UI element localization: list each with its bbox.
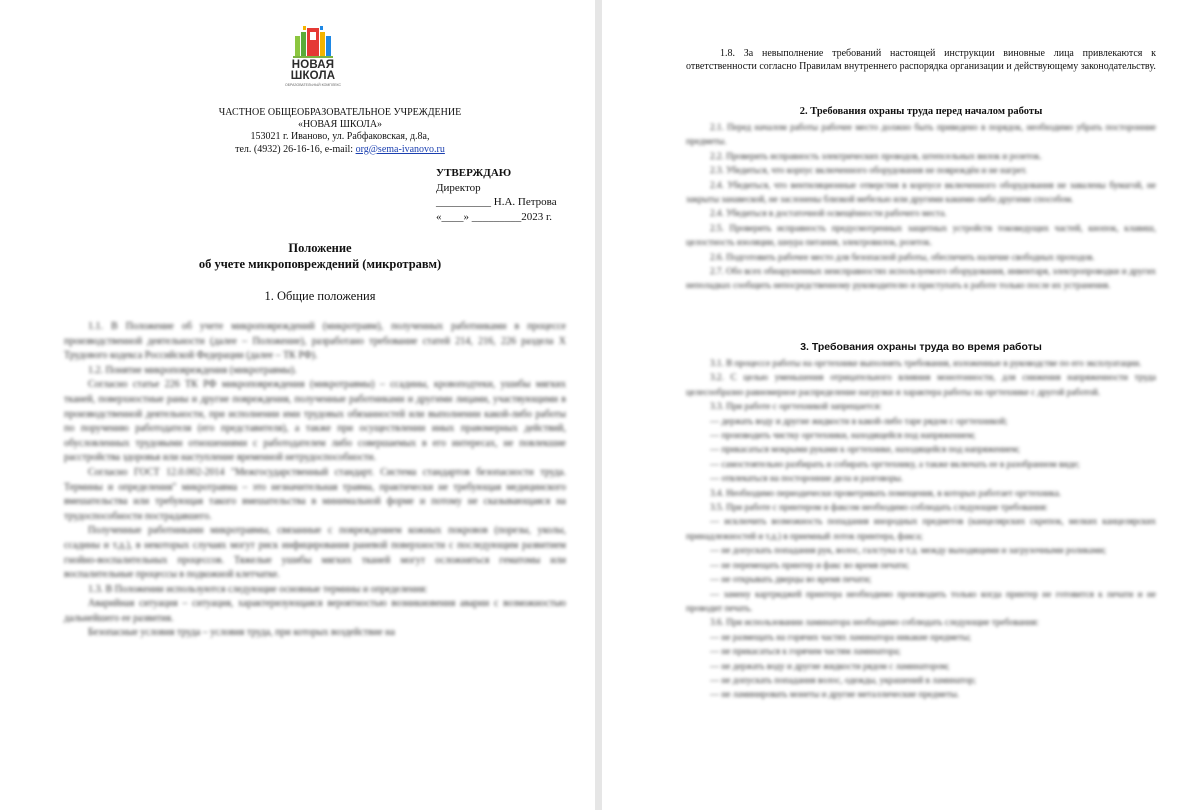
- body-paragraph: Безопасные условия труда – условия труда, при которых воздействие на: [88, 627, 395, 639]
- list-item: — прикасаться мокрыми руками к оргтехнике, находящейся под напряжением;: [710, 444, 1020, 455]
- list-item: 2.2. Проверить исправность электрических проводов, штепсельных вилок и розеток.: [710, 150, 1042, 161]
- document-page-left: [0, 0, 595, 810]
- body-paragraph: Аварийная ситуация – ситуация, характеризующаяся вероятностью возникновения аварии с возможностью дальнейшего ее развития.: [64, 598, 566, 624]
- list-item: — исключить возможность попадания инородных предметов (канцелярских скрепок, мелких канцелярских принадлежностей и т.д.) в приемный лоток принтера, факса;: [686, 516, 1156, 541]
- section-3-text: [686, 356, 1156, 702]
- body-paragraph: Согласно статье 226 ТК РФ микроповреждения (микротравмы) – ссадины, кровоподтеки, ушибы мягких тканей, поверхностные раны и другие повреждения, полученные работниками и другими лицами, участвующими в производственной деятельности, при исполнении ими трудовых обязанностей или выполнении какой-либо работы по поручению работодателя (его представителя), а также при осуществлении иных правомерных действий, обусловленных трудовыми отношениями с работодателем либо совершаемых в его интересах, не повлекшие расстройства здоровья или наступление временной нетрудоспособности.: [64, 379, 566, 464]
- school-logo: [282, 26, 344, 96]
- list-item: — не открывать дверцы во время печати;: [710, 574, 872, 585]
- logo-subtitle: ОБРАЗОВАТЕЛЬНЫЙ КОМПЛЕКС: [285, 83, 341, 87]
- list-item: 3.6. При использовании ламинатора необходимо соблюдать следующие требования:: [710, 617, 1039, 628]
- list-item: — отвлекаться на посторонние дела и разговоры.: [710, 473, 904, 484]
- list-item: — замену картриджей принтера необходимо производить только когда принтер не готовится к печати и не проводит печать.: [686, 588, 1156, 613]
- section-heading-1: 1. Общие положения: [264, 289, 376, 303]
- list-item: — самостоятельно разбирать и собирать оргтехнику, а также включать ее в разобранном виде;: [710, 458, 1080, 469]
- list-item: 2.6. Подготовить рабочее место для безопасной работы, обеспечить наличие свободных проходов.: [710, 251, 1095, 262]
- list-item: 3.5. При работе с принтером и факсом необходимо соблюдать следующие требования:: [710, 502, 1048, 513]
- body-paragraph: Полученные работниками микротравмы, связанные с повреждением кожных покровов (порезы, уколы, ссадины и т.д.), в некоторых случаях могут риск инфицирования раневой поверхности с последующим развитием гнойно-воспалительных процессов. Тяжелые ушибы мягких тканей могут осложняться гематомы или воспалительные процессы в подкожной клетчатке.: [64, 525, 566, 581]
- org-address: 153021 г. Иваново, ул. Рабфаковская, д.8а,: [250, 131, 430, 143]
- body-paragraph: 1.3. В Положении используются следующие основные термины и определения:: [88, 583, 428, 595]
- section-2-text: [686, 120, 1156, 293]
- list-item: 3.2. С целью уменьшения отрицательного влияния монотонности, для снижения напряженности труда целесообразно равномерное распределение нагрузки и характера работы на оргтехнике с другой работой.: [686, 372, 1156, 397]
- section-heading-3: 3. Требования охраны труда во время работы: [800, 341, 1042, 353]
- document-page-right: [602, 0, 1199, 810]
- logo-title-line1: НОВАЯ: [291, 59, 335, 71]
- list-item: 2.5. Проверить исправность предусмотренных защитных устройств токоведущих частей, кнопок, клавиш, целостность изоляции, шнура питания, электровилок, розеток.: [686, 222, 1156, 248]
- list-item: 2.1. Перед началом работы рабочее место должно быть приведено в порядок, необходимо убрать посторонние предметы.: [686, 122, 1156, 147]
- org-email-link[interactable]: org@sema-ivanovo.ru: [355, 143, 445, 155]
- approval-block: [436, 166, 586, 224]
- list-item: 3.3. При работе с оргтехникой запрещается:: [710, 401, 882, 412]
- document-title: [100, 240, 540, 272]
- list-item: — не допускать попадания рук, волос, галстука и т.д. между выходящими и загрузочными роликами;: [710, 545, 1107, 556]
- approval-position: Директор: [436, 181, 481, 194]
- list-item: — не перемещать принтер и факс во время печати;: [710, 559, 910, 570]
- org-type: ЧАСТНОЕ ОБЩЕОБРАЗОВАТЕЛЬНОЕ УЧРЕЖДЕНИЕ: [218, 107, 462, 118]
- approval-date: «____» _________2023 г.: [436, 210, 553, 223]
- list-item: — держать воду и другие жидкости в какой-либо таре рядом с оргтехникой;: [710, 415, 1008, 426]
- list-item: — не размещать на горячих частях ламинатора никакие предметы;: [710, 631, 972, 642]
- list-item: — не ламинировать монеты и другие металлические предметы.: [710, 689, 960, 700]
- list-item: 2.3. Убедиться, что корпус включенного оборудования не повреждён и не нагрет.: [710, 165, 1028, 176]
- body-paragraph: 1.2. Понятие микроповреждения (микротравмы).: [88, 364, 297, 376]
- document-title-line1: Положение: [288, 241, 352, 255]
- document-title-line2: об учете микроповреждений (микротравм): [198, 257, 442, 271]
- list-item: — не прикасаться к горячим частям ламинатора;: [710, 646, 901, 657]
- org-contacts: [150, 144, 530, 156]
- list-item: 3.4. Необходимо периодически проветривать помещения, в которых работает оргтехника.: [710, 487, 1062, 498]
- list-item: 3.1. В процессе работы на оргтехнике выполнять требования, изложенные в руководстве по его эксплуатации.: [710, 358, 1142, 368]
- organization-header: [150, 107, 530, 156]
- list-item: 2.4. Убедиться, что вентиляционные отверстия в корпусе включенного оборудования не завалены бумагой, не закрыты занавеской, не заслонены близкой мебелью или другими какими-либо другими способом.: [686, 179, 1156, 205]
- approval-heading: УТВЕРЖДАЮ: [436, 167, 512, 179]
- list-item: 2.4. Убедиться в достаточной освещённости рабочего места.: [710, 208, 947, 219]
- list-item: — не допускать попадания волос, одежды, украшений в ламинатор;: [710, 674, 976, 685]
- body-paragraph: 1.1. В Положение об учете микроповреждений (микротравм), полученных работниками в процессе производственной деятельности (далее – Положение), разработано требование статей 214, 216, 226 раздела X Трудового кодекса Российской Федерации (далее – ТК РФ).: [64, 321, 566, 362]
- org-phone: тел. (4932) 26-16-16, e-mail:: [235, 143, 356, 155]
- logo-title-line2: ШКОЛА: [290, 70, 336, 82]
- paragraph-1-8: 1.8. За невыполнение требований настоящей инструкции виновные лица привлекаются к ответственности согласно Правилам внутреннего распорядка организации и действующему законодательству.: [686, 48, 1156, 72]
- list-item: 2.7. Обо всех обнаруженных неисправностях используемого оборудования, инвентаря, электропроводки и других неполадках сообщить непосредственному руководителю и приступать к работе только после их устранения.: [686, 266, 1156, 291]
- logo-books-icon: [282, 26, 344, 60]
- org-name: «НОВАЯ ШКОЛА»: [297, 119, 383, 131]
- list-item: — не держать воду и другие жидкости рядом с ламинатором;: [710, 660, 950, 671]
- left-body-text: [64, 320, 566, 641]
- body-paragraph: Согласно ГОСТ 12.0.002-2014 "Межгосударственный стандарт. Система стандартов безопасности труда. Термины и определения" микротравма – это незначительная травма, практически не требующая медицинского вмешательства или требующая такого вмешательства в минимальной форме и потому не сказывающаяся на трудоспособности пострадавшего.: [64, 466, 566, 522]
- list-item: — производить чистку оргтехники, находящейся под напряжением;: [710, 430, 976, 441]
- section-heading-2: 2. Требования охраны труда перед началом работы: [799, 106, 1043, 117]
- approval-signature: __________ Н.А. Петрова: [436, 196, 557, 208]
